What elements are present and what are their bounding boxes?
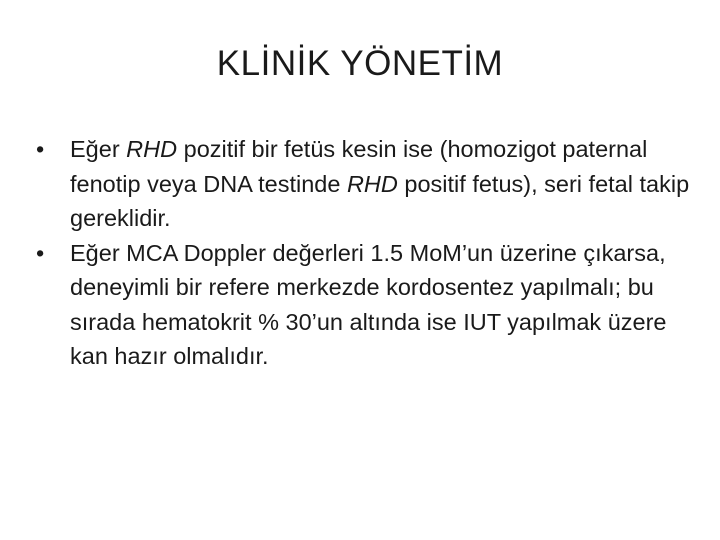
bullet-icon: • <box>36 239 45 266</box>
bullet-list <box>34 132 694 374</box>
bullet-icon: • <box>36 136 45 162</box>
bullet-text-segment: Eğer <box>70 136 127 162</box>
bullet-text-segment: Eğer MCA Doppler değerleri 1.5 MoM’un üzerine çıkarsa, deneyimli bir refere merkezde kordosentez yapılmalı; bu sırada hematokrit % 30’un altında ise IUT yapılmak üzere kan hazır olmalıdır. <box>70 239 667 369</box>
bullet-item-rhd-positive <box>34 132 694 236</box>
rhd-term: RHD <box>126 136 178 162</box>
bullet-text-segment: positif fetus), seri fetal takip gereklidir. <box>70 170 690 231</box>
bullet-text-segment: pozitif bir fetüs kesin ise (homozigot paternal fenotip veya DNA testinde <box>70 136 648 197</box>
bullet-item-mca-doppler <box>34 236 694 374</box>
slide-title: KLİNİK YÖNETİM <box>216 44 504 83</box>
rhd-term: RHD <box>346 170 398 197</box>
